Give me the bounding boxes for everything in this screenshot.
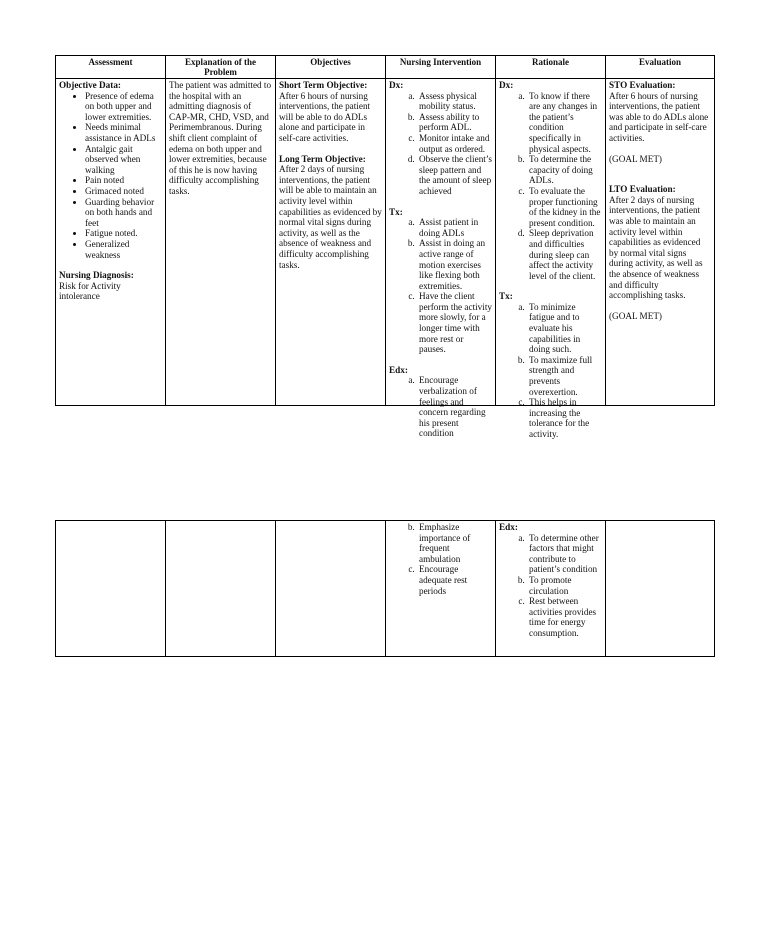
assessment-cell: [56, 79, 166, 406]
list-item: a. Assess physical mobility status.: [417, 91, 492, 112]
header-rationale: Rationale: [496, 56, 606, 79]
nursing-diagnosis-text: Risk for Activity intolerance: [59, 280, 121, 302]
lto-text: After 2 days of nursing interventions, the patient will be able to maintain an activity level within capabilities as evidenced by normal vital signs during activity, as well as the absence of weakness and difficulty accomplishing tasks.: [279, 164, 382, 270]
list-item: b. Emphasize importance of frequent ambulation: [417, 522, 492, 564]
list-item: b. To maximize full strength and prevents overexertion.: [527, 355, 602, 397]
header-nursing-intervention: Nursing Intervention: [386, 56, 496, 79]
rationale-cell-continued: [496, 521, 606, 657]
header-row: [56, 56, 715, 79]
list-item: • Guarding behavior on both hands and feet: [85, 197, 162, 229]
intervention-cell: [386, 79, 496, 439]
intervention-edx-list-part2: [389, 522, 492, 596]
header-assessment: Assessment: [56, 56, 166, 79]
nursing-diagnosis-label: Nursing Diagnosis:: [59, 270, 134, 281]
lto-evaluation-label: LTO Evaluation:: [609, 184, 676, 195]
list-item: b. Assist in doing an active range of motion exercises like flexing both extremities.: [417, 238, 492, 291]
intervention-tx-label: Tx:: [389, 206, 403, 217]
rationale-edx-label: Edx:: [499, 522, 518, 532]
list-item: • Antalgic gait observed when walking: [85, 144, 162, 176]
list-item: c. This helps in increasing the tolerance for the activity.: [527, 397, 602, 439]
content-row-continued: [56, 521, 715, 657]
list-item: • Generalized weakness: [85, 239, 162, 260]
list-item: • Pain noted: [85, 175, 162, 186]
intervention-dx-list: [389, 91, 492, 197]
lto-evaluation-text: After 2 days of nursing interventions, the patient was able to maintain an activity level within capabilities as evidenced by normal vital signs during activity, as well as the absence of weakness and difficulty accomplishing tasks.: [609, 194, 703, 301]
sto-evaluation-label: STO Evaluation:: [609, 80, 676, 90]
intervention-edx-list-part1: [389, 375, 492, 439]
list-item: d. Observe the client’s sleep pattern and the amount of sleep achieved: [417, 154, 492, 196]
care-plan-table-page-2: [55, 520, 715, 657]
list-item: d. Sleep deprivation and difficulties during sleep can affect the activity level of the client.: [527, 228, 602, 281]
sto-evaluation-text: After 6 hours of nursing interventions, the patient was able to do ADLs alone and participate in self-care activities.: [609, 90, 709, 143]
list-item: c. Encourage adequate rest periods: [417, 564, 492, 596]
list-item: • Fatigue noted.: [85, 228, 162, 239]
list-item: a. To minimize fatigue and to evaluate his capabilities in doing such.: [527, 302, 602, 355]
objectives-cell: [276, 79, 386, 406]
sto-label: Short Term Objective:: [279, 80, 368, 90]
explanation-text: The patient was admitted to the hospital with an admitting diagnosis of CAP-MR, CHD, VSD, and Perimembranous. During shift client complaint of edema on both upper and lower extremities, because of this he is now having difficulty accomplishing tasks.: [169, 80, 272, 196]
list-item: a. To know if there are any changes in the patient’s condition specifically in physical aspects.: [527, 91, 602, 155]
intervention-cell-continued: [386, 521, 496, 657]
list-item: b. To promote circulation: [527, 575, 602, 596]
list-item: a. To determine other factors that might contribute to patient’s condition: [527, 533, 602, 575]
sto-goal-status: (GOAL MET): [609, 153, 662, 164]
header-explanation: Explanation of the Problem: [166, 56, 276, 79]
list-item: c. Monitor intake and output as ordered.: [417, 133, 492, 154]
explanation-cell-continued: [166, 521, 276, 657]
sto-text: After 6 hours of nursing interventions, the patient will be able to do ADLs alone and participate in self-care activities.: [279, 90, 371, 143]
lto-label: Long Term Objective:: [279, 153, 366, 164]
list-item: • Grimaced noted: [85, 186, 162, 197]
rationale-edx-list: [499, 533, 602, 639]
rationale-dx-list: [499, 91, 602, 282]
list-item: • Presence of edema on both upper and lower extremities.: [85, 91, 162, 123]
objective-data-list: [59, 91, 162, 261]
explanation-cell: [166, 79, 276, 406]
evaluation-cell-continued: [606, 521, 715, 657]
intervention-dx-label: Dx:: [389, 80, 404, 90]
lto-goal-status: (GOAL MET): [609, 310, 662, 321]
assessment-cell-continued: [56, 521, 166, 657]
list-item: b. To determine the capacity of doing ADLs.: [527, 154, 602, 186]
intervention-tx-list: [389, 217, 492, 355]
list-item: a. Encourage verbalization of feelings and concern regarding his present condition: [417, 375, 492, 439]
header-objectives: Objectives: [276, 56, 386, 79]
list-item: c. To evaluate the proper functioning of the kidney in the present condition.: [527, 186, 602, 228]
rationale-cell: [496, 79, 606, 439]
list-item: b. Assess ability to perform ADL.: [417, 112, 492, 133]
content-row: [56, 79, 715, 406]
list-item: a. Assist patient in doing ADLs: [417, 217, 492, 238]
rationale-tx-list: [499, 302, 602, 440]
rationale-dx-label: Dx:: [499, 80, 514, 90]
rationale-tx-label: Tx:: [499, 291, 513, 302]
list-item: c. Rest between activities provides time for energy consumption.: [527, 596, 602, 638]
objectives-cell-continued: [276, 521, 386, 657]
evaluation-cell: [606, 79, 715, 406]
care-plan-table-page-1: [55, 55, 715, 439]
list-item: • Needs minimal assistance in ADLs: [85, 122, 162, 143]
header-evaluation: Evaluation: [606, 56, 715, 79]
list-item: c. Have the client perform the activity more slowly, for a longer time with more rest or pauses.: [417, 291, 492, 355]
objective-data-label: Objective Data:: [59, 80, 121, 90]
intervention-edx-label: Edx:: [389, 364, 408, 375]
